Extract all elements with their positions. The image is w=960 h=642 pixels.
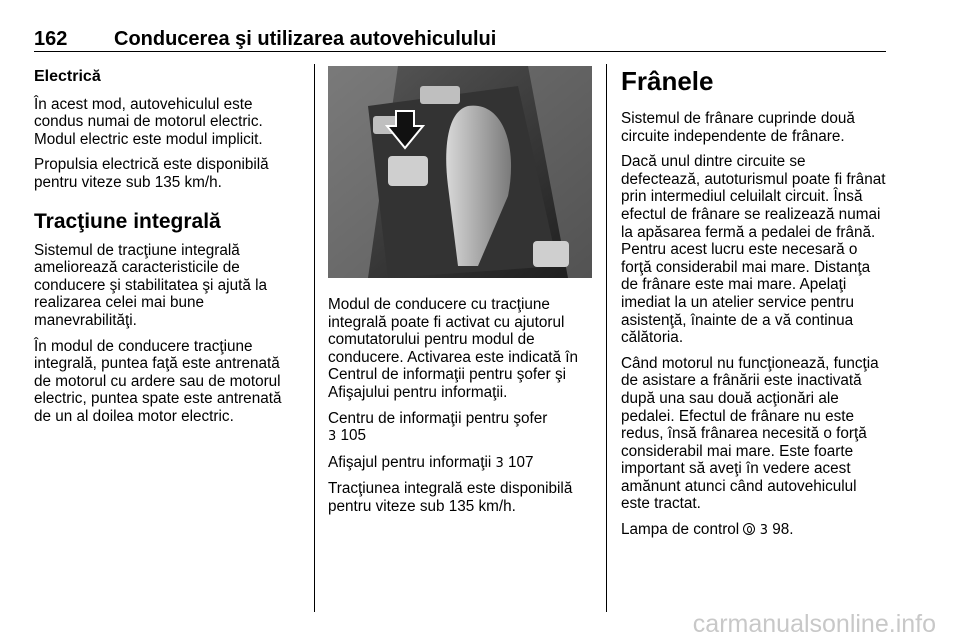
paragraph-circuit-failure: Dacă unul dintre circuite se defectează, autoturismul poate fi frânat prin intermediul celuilalt circuit. Însă efectul de frânare se realizează numai la apăsarea fermă a pedalei de frână. Pentru acest lucru este necesară o forţă considerabil mai mare. Distanţa de frânare este mai mare. Apelaţi imediat la un atelier service pentru asistenţă, înainte de a vă continua călătoria. (621, 153, 886, 347)
paragraph-awd-activation: Modul de conducere cu tracţiune integrală poate fi activat cu ajutorul comutatorului pentru modul de conducere. Activarea este indicată în Centrul de informaţii pentru şofer şi Afişajului pentru informaţii. (328, 296, 579, 401)
heading-brakes: Frânele (621, 66, 714, 96)
reference-control-lamp (621, 521, 888, 540)
page-reference-icon: 3 (759, 523, 768, 539)
page-reference-icon: 3 (328, 429, 337, 445)
control-lamp-page: 98. (772, 521, 794, 539)
reference-info-display-page: 107 (508, 453, 534, 471)
column-1 (34, 62, 296, 434)
watermark: carmanualsonline.info (692, 610, 936, 638)
page-number: 162 (34, 28, 68, 50)
column-2 (328, 62, 594, 524)
paragraph-awd-speed: Tracţiunea integrală este disponibilă pentru viteze sub 135 km/h. (328, 480, 573, 515)
paragraph-brake-circuits: Sistemul de frânare cuprinde două circuite independente de frânare. (621, 110, 855, 145)
column-divider-1 (314, 64, 315, 612)
paragraph-electric-mode: În acest mod, autovehiculul este condus numai de motorul electric. Modul electric este modul implicit. (34, 95, 263, 148)
reference-info-display (328, 454, 594, 473)
paragraph-awd-mode: În modul de conducere tracţiune integrală, puntea faţă este antrenată de motorul cu ardere sau de motorul electric, puntea spate este antrenată de un al doilea motor electric. (34, 337, 282, 425)
column-3 (621, 62, 888, 548)
brake-warning-lamp-icon (743, 523, 755, 535)
console-illustration (328, 66, 592, 278)
heading-electric: Electrică (34, 68, 101, 85)
header-divider (34, 51, 886, 52)
reference-info-display-text: Afişajul pentru informaţii (328, 453, 492, 471)
paragraph-awd-system: Sistemul de tracţiune integrală ameliorează caracteristicile de conducere şi stabilitatea şi ajută la realizarea celei mai bune manevrabilităţi. (34, 241, 267, 329)
chapter-title: Conducerea şi utilizarea autovehiculului (114, 28, 497, 50)
column-divider-2 (606, 64, 607, 612)
drive-mode-switch-figure (328, 66, 592, 278)
heading-awd: Tracţiune integrală (34, 209, 221, 233)
paragraph-engine-off: Când motorul nu funcţionează, funcţia de asistare a frânării este inactivată după una sau două acţionări ale pedalei. Efectul de frânare nu este redus, însă frânarea necesită o forţă considerabil mai mare. Este foarte important să aveţi în vedere acest amănunt atunci când autovehiculul este tractat. (621, 354, 879, 513)
reference-driver-info (328, 410, 594, 446)
control-lamp-text: Lampa de control (621, 521, 740, 539)
reference-driver-info-text: Centru de informaţii pentru şofer (328, 409, 548, 427)
page-reference-icon: 3 (495, 455, 504, 471)
reference-driver-info-page: 105 (340, 427, 367, 445)
paragraph-electric-speed: Propulsia electrică este disponibilă pentru viteze sub 135 km/h. (34, 156, 269, 191)
